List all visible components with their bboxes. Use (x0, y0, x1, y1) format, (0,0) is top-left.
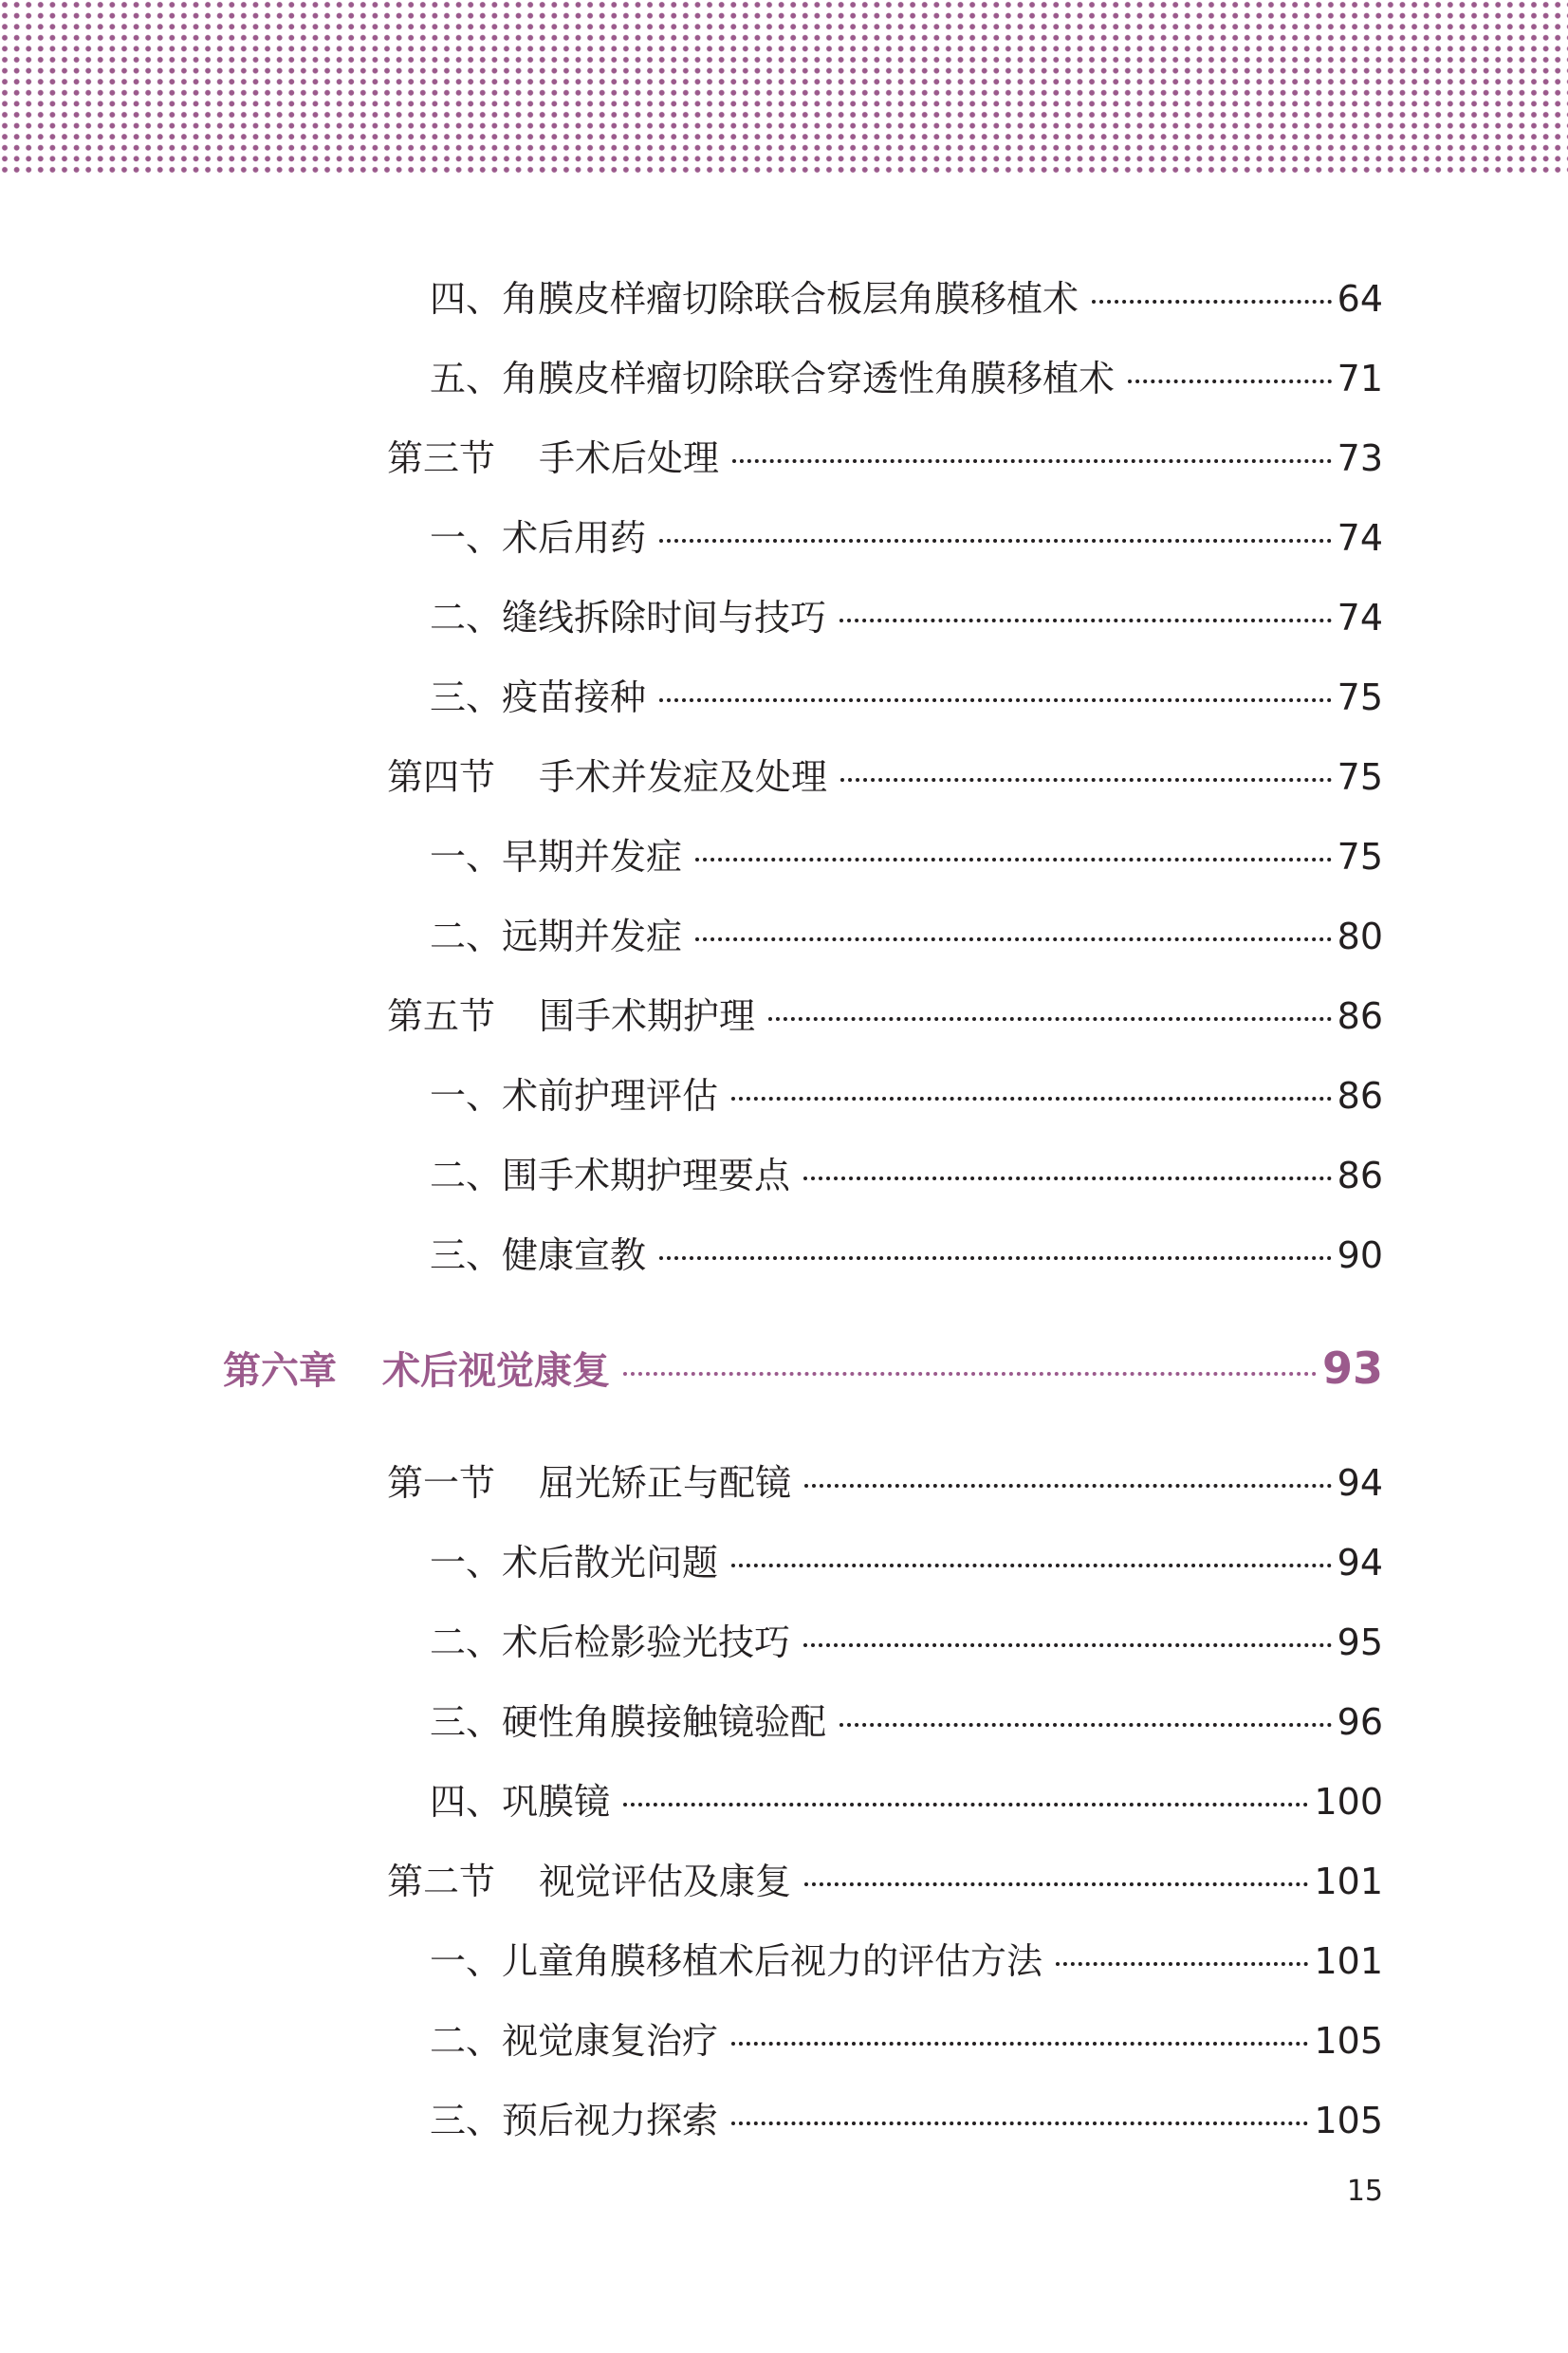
section-number: 第二节 (387, 1861, 496, 1902)
dot-leader (731, 1564, 1332, 1567)
toc-entry-title: 屈光矫正与配镜 (539, 1462, 792, 1504)
toc-entry-page: 73 (1337, 437, 1383, 479)
toc-entry-title: 一、术后用药 (430, 517, 647, 559)
toc-entry-title: 围手术期护理 (539, 995, 756, 1037)
dot-leader (1092, 300, 1332, 304)
toc-entry-page: 86 (1337, 995, 1383, 1037)
toc-section-entry[interactable] (387, 435, 1383, 482)
toc-entry-page: 64 (1337, 278, 1383, 320)
dot-leader (804, 1484, 1332, 1488)
toc-entry-title: 手术并发症及处理 (539, 756, 828, 798)
dot-leader (623, 1803, 1308, 1806)
toc-entry[interactable] (430, 2017, 1383, 2065)
toc-entry-title: 四、巩膜镜 (430, 1781, 611, 1823)
toc-chapter-entry[interactable] (223, 1344, 1383, 1395)
toc-entry-title: 三、健康宣教 (430, 1234, 647, 1276)
chapter-number: 第六章 (223, 1349, 337, 1393)
toc-entry-title: 四、角膜皮样瘤切除联合板层角膜移植术 (430, 278, 1079, 320)
toc-entry-page: 75 (1337, 836, 1383, 878)
toc-section-entry[interactable] (387, 753, 1383, 801)
dot-leader (803, 1176, 1332, 1180)
toc-entry-title: 一、儿童角膜移植术后视力的评估方法 (430, 1940, 1043, 1982)
toc-entry-title: 视觉评估及康复 (539, 1861, 792, 1902)
toc-entry[interactable] (430, 2097, 1383, 2144)
toc-entry[interactable] (430, 514, 1383, 562)
chapter-page: 93 (1321, 1343, 1383, 1394)
toc-entry-title: 一、术前护理评估 (430, 1075, 719, 1117)
section-number: 第四节 (387, 756, 496, 798)
toc-entry-page: 96 (1337, 1701, 1383, 1743)
toc-entry[interactable] (430, 833, 1383, 880)
toc-entry[interactable] (430, 1539, 1383, 1586)
toc-entry-title: 三、疫苗接种 (430, 676, 647, 718)
toc-entry-page: 75 (1337, 756, 1383, 798)
dot-leader (804, 1882, 1308, 1886)
toc-section-entry[interactable] (387, 992, 1383, 1040)
toc-entry[interactable] (430, 1778, 1383, 1825)
toc-entry-title: 手术后处理 (539, 437, 720, 479)
toc-entry[interactable] (430, 594, 1383, 641)
dot-leader (659, 698, 1332, 702)
toc-entry[interactable] (430, 1698, 1383, 1746)
dot-leader (768, 1017, 1332, 1021)
toc-entry-page: 105 (1314, 2020, 1383, 2062)
dot-leader (803, 1643, 1332, 1647)
chapter-title: 术后视觉康复 (382, 1349, 610, 1393)
toc-entry-page: 71 (1337, 358, 1383, 399)
toc-entry-title: 三、预后视力探索 (430, 2100, 719, 2141)
dot-leader (1128, 380, 1332, 383)
toc-entry-page: 94 (1337, 1542, 1383, 1584)
toc-entry[interactable] (430, 1619, 1383, 1666)
toc-entry-page: 100 (1314, 1781, 1383, 1823)
toc-entry-page: 75 (1337, 676, 1383, 718)
toc-entry-page: 101 (1314, 1940, 1383, 1982)
toc-entry-title: 二、缝线拆除时间与技巧 (430, 597, 827, 639)
toc-section-entry[interactable] (387, 1858, 1383, 1905)
toc-entry-title: 一、早期并发症 (430, 836, 683, 878)
toc-entry[interactable] (430, 674, 1383, 721)
dot-leader (623, 1372, 1317, 1376)
dot-leader (731, 1097, 1332, 1101)
section-number: 第一节 (387, 1462, 496, 1504)
dot-leader (659, 539, 1332, 543)
toc-entry[interactable] (430, 913, 1383, 960)
toc-entry[interactable] (430, 275, 1383, 323)
dot-leader (731, 2121, 1308, 2125)
page-number: 15 (1346, 2175, 1383, 2208)
toc-entry-page: 74 (1337, 517, 1383, 559)
toc-entry-page: 105 (1314, 2100, 1383, 2141)
toc-entry-page: 90 (1337, 1234, 1383, 1276)
toc-entry-page: 74 (1337, 597, 1383, 639)
dot-leader (1056, 1962, 1308, 1966)
toc-entry-page: 94 (1337, 1462, 1383, 1504)
dot-leader (732, 459, 1332, 463)
toc-entry-page: 101 (1314, 1861, 1383, 1902)
toc-entry-page: 86 (1337, 1075, 1383, 1117)
dot-leader (731, 2042, 1308, 2046)
toc-entry[interactable] (430, 1072, 1383, 1120)
toc-entry-title: 二、术后检影验光技巧 (430, 1621, 791, 1663)
dot-leader (839, 1723, 1332, 1727)
dot-leader (839, 619, 1332, 622)
toc-entry-page: 86 (1337, 1155, 1383, 1196)
dot-leader (840, 778, 1332, 782)
toc-entry[interactable] (430, 1232, 1383, 1279)
toc-entry-title: 一、术后散光问题 (430, 1542, 719, 1584)
section-number: 第三节 (387, 437, 496, 479)
toc-entry-title: 五、角膜皮样瘤切除联合穿透性角膜移植术 (430, 358, 1116, 399)
toc-entry-title: 二、围手术期护理要点 (430, 1155, 791, 1196)
toc-entry[interactable] (430, 355, 1383, 402)
toc-entry-page: 95 (1337, 1621, 1383, 1663)
toc-entry[interactable] (430, 1937, 1383, 1985)
toc-entry-title: 三、硬性角膜接触镜验配 (430, 1701, 827, 1743)
toc-section-entry[interactable] (387, 1459, 1383, 1507)
toc-entry-page: 80 (1337, 916, 1383, 957)
toc-entry-title: 二、视觉康复治疗 (430, 2020, 719, 2062)
dot-leader (659, 1256, 1332, 1260)
toc-entry-title: 二、远期并发症 (430, 916, 683, 957)
dot-leader (695, 858, 1332, 862)
toc-entry[interactable] (430, 1152, 1383, 1199)
section-number: 第五节 (387, 995, 496, 1037)
dot-leader (695, 937, 1332, 941)
